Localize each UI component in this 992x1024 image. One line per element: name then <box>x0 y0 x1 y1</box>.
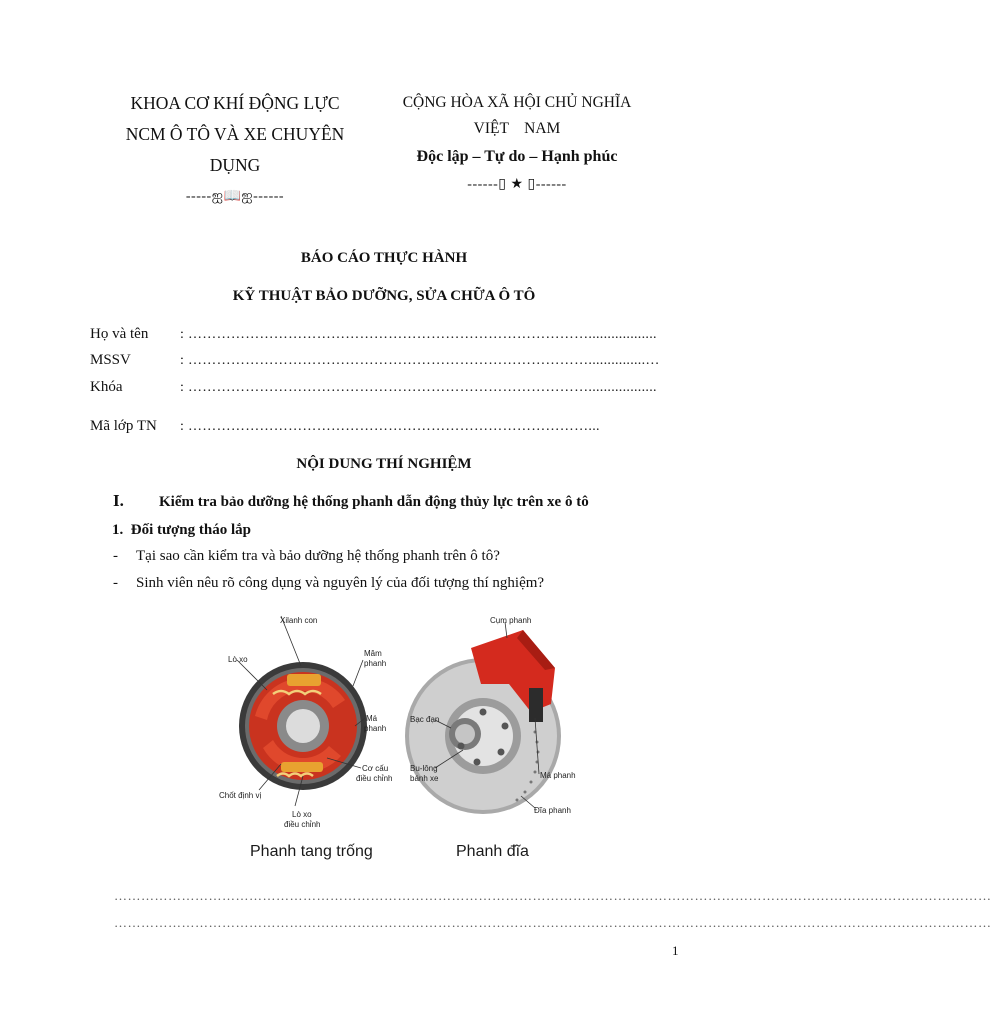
disc-brake-caption: Phanh đĩa <box>456 843 529 860</box>
answer-line-1[interactable]: …………………………………………………………………………………………………………………………………………………………………………… <box>114 888 992 903</box>
national-motto: Độc lập – Tự do – Hạnh phúc <box>416 148 618 165</box>
bullet-text-1: Tại sao cần kiểm tra và bảo dưỡng hệ thống phanh trên ô tô? <box>136 548 500 564</box>
field-value-course[interactable]: : ………………………………………………………………………….................. <box>180 380 657 395</box>
label-ma-phanh: Má phanh <box>540 771 576 780</box>
header-ornament-right: ------▯ ★ ▯------ <box>467 177 567 192</box>
part-heading: Kiểm tra bảo dưỡng hệ thống phanh dẫn động thủy lực trên xe ô tô <box>159 494 589 510</box>
institution-line-2: NCM Ô TÔ VÀ XE CHUYÊN <box>125 124 345 144</box>
label-bulong-2: bánh xe <box>410 774 439 783</box>
label-ma-1: Má <box>366 714 378 723</box>
label-bulong-1: Bu-lông <box>410 764 438 773</box>
national-line-2: VIỆT NAM <box>473 120 561 137</box>
field-value-student-id[interactable]: : …………………………………………………………………………...............… <box>180 353 660 368</box>
drum-brake-caption: Phanh tang trống <box>250 843 373 860</box>
field-label-course: Khóa <box>90 379 123 395</box>
institution-line-1: KHOA CƠ KHÍ ĐỘNG LỰC <box>130 93 340 113</box>
label-cocau-2: điều chỉnh <box>356 774 393 783</box>
institution-header <box>95 88 375 212</box>
field-label-student-id: MSSV <box>90 352 131 368</box>
subsection-heading: 1. Đối tượng tháo lắp <box>112 522 251 538</box>
part-numeral: I. <box>113 491 124 510</box>
label-cocau-1: Cơ cấu <box>362 764 389 773</box>
national-line-1: CỘNG HÒA XÃ HỘI CHỦ NGHĨA <box>402 94 632 111</box>
label-mam-1: Mâm <box>364 649 382 658</box>
label-cum-phanh: Cụm phanh <box>490 616 532 625</box>
report-title: BÁO CÁO THỰC HÀNH <box>300 250 468 266</box>
label-xilanh: Xilanh con <box>280 616 318 625</box>
label-loxo-dc-2: điều chỉnh <box>284 820 321 829</box>
field-value-class-code[interactable]: : …………………………………………………………………………... <box>180 419 600 434</box>
national-header <box>392 90 642 198</box>
label-bac-dan: Bạc đạn <box>410 715 440 724</box>
label-mam-2: phanh <box>364 659 387 668</box>
label-chot: Chốt định vị <box>219 791 262 800</box>
report-subtitle: KỸ THUẬT BẢO DƯỠNG, SỬA CHỮA Ô TÔ <box>232 288 536 304</box>
field-label-name: Họ và tên <box>90 326 149 342</box>
label-ma-2: phanh <box>364 724 387 733</box>
field-label-class-code: Mã lớp TN <box>90 418 157 434</box>
bullet-dash-2: - <box>113 575 118 591</box>
bullet-dash-1: - <box>113 548 118 564</box>
institution-line-3: DỤNG <box>209 155 261 175</box>
bullet-text-2: Sinh viên nêu rõ công dụng và nguyên lý của đối tượng thí nghiệm? <box>136 575 545 591</box>
header-ornament-left: -----ஐ📖ஐ------ <box>185 189 285 204</box>
label-loxo-dc-1: Lò xo <box>292 810 312 819</box>
answer-line-2[interactable]: …………………………………………………………………………………………………………………………………………………………………………… <box>114 915 992 930</box>
label-loxo: Lò xo <box>228 655 248 664</box>
label-dia-phanh: Đĩa phanh <box>534 806 571 815</box>
page-number: 1 <box>672 943 679 958</box>
field-value-name[interactable]: : ………………………………………………………………………….................. <box>180 327 657 342</box>
section-title: NỘI DUNG THÍ NGHIỆM <box>296 456 472 472</box>
